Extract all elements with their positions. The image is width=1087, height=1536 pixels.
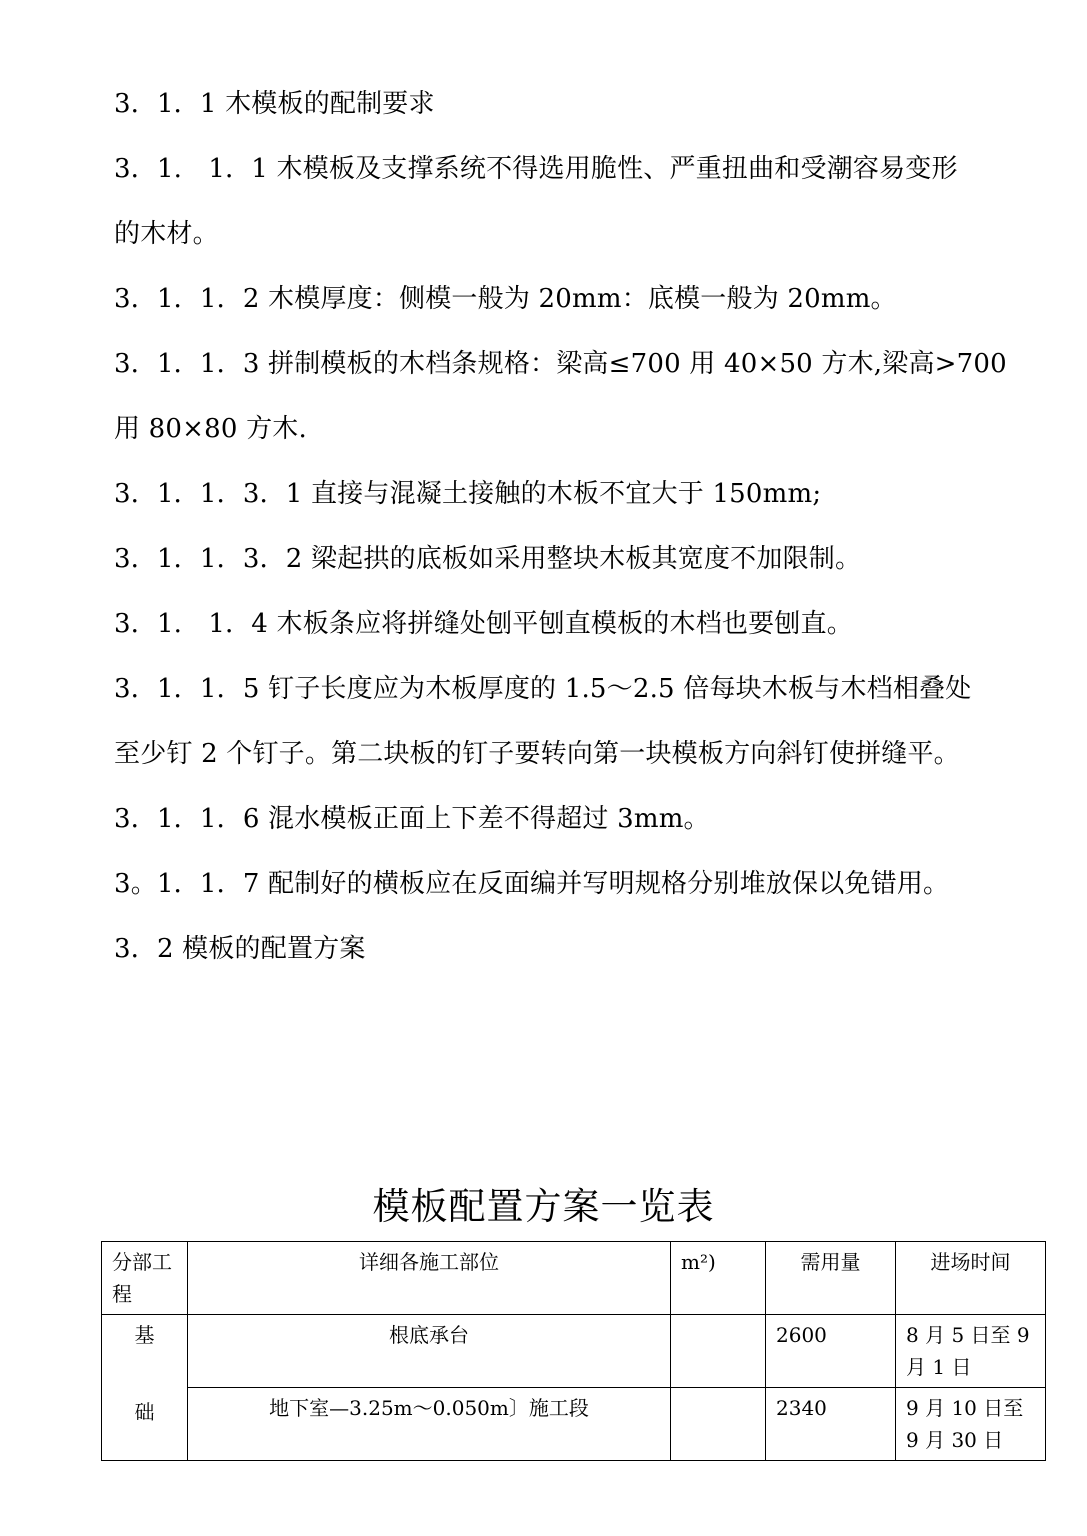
header-cell: 进场时间	[896, 1242, 1046, 1315]
qty-cell: 2600	[766, 1315, 896, 1388]
header-cell: 需用量	[766, 1242, 896, 1315]
text-line: 至少钉 2 个钉子。第二块板的钉子要转向第一块模板方向斜钉使拼缝平。	[114, 739, 960, 769]
text-line: 3．1．1．3 拼制模板的木档条规格：梁高≤700 用 40×50 方木,梁高>700	[114, 349, 1007, 379]
header-cell: m²)	[671, 1242, 766, 1315]
text-line: 3．1. 1．4 木板条应将拼缝处刨平刨直模板的木档也要刨直。	[114, 609, 853, 639]
formwork-table	[101, 1241, 1046, 1461]
qty-cell: 2340	[766, 1388, 896, 1461]
text-line: 3．1．1．3．2 梁起拱的底板如采用整块木板其宽度不加限制。	[114, 544, 862, 574]
text-line: 3．1．1 木模板的配制要求	[114, 89, 435, 119]
category-cell: 基	[102, 1315, 188, 1388]
table-title: 模板配置方案一览表	[372, 1185, 715, 1228]
text-line: 3．1．1．3．1 直接与混凝土接触的木板不宜大于 150mm;	[114, 479, 822, 509]
text-line: 3．1．1．2 木模厚度：侧模一般为 20mm：底模一般为 20mm。	[114, 284, 897, 314]
part-cell: 根底承台	[188, 1315, 671, 1388]
text-line: 用 80×80 方木.	[114, 414, 307, 444]
text-line: 3．1．1．5 钉子长度应为木板厚度的 1.5～2.5 倍每块木板与木档相叠处	[114, 674, 972, 704]
table-header-row	[102, 1242, 1046, 1315]
area-cell	[671, 1315, 766, 1388]
header-cell: 分部工程	[102, 1242, 188, 1315]
text-line: 3．1．1．6 混水模板正面上下差不得超过 3mm。	[114, 804, 710, 834]
section-heading: 3．2 模板的配置方案	[114, 934, 366, 964]
area-cell	[671, 1388, 766, 1461]
header-cell: 详细各施工部位	[188, 1242, 671, 1315]
table-row	[102, 1388, 1046, 1461]
text-line: 3。1．1．7 配制好的横板应在反面编并写明规格分别堆放保以免错用。	[114, 869, 950, 899]
text-line: 3．1. 1．1 木模板及支撑系统不得选用脆性、严重扭曲和受潮容易变形	[114, 154, 958, 184]
time-cell: 8 月 5 日至 9 月 1 日	[896, 1315, 1046, 1388]
table-row	[102, 1315, 1046, 1388]
part-cell: 地下室—3.25m～0.050m〕施工段	[188, 1388, 671, 1461]
time-cell: 9 月 10 日至 9 月 30 日	[896, 1388, 1046, 1461]
text-line: 的木材。	[114, 219, 219, 249]
category-cell: 础	[102, 1388, 188, 1461]
